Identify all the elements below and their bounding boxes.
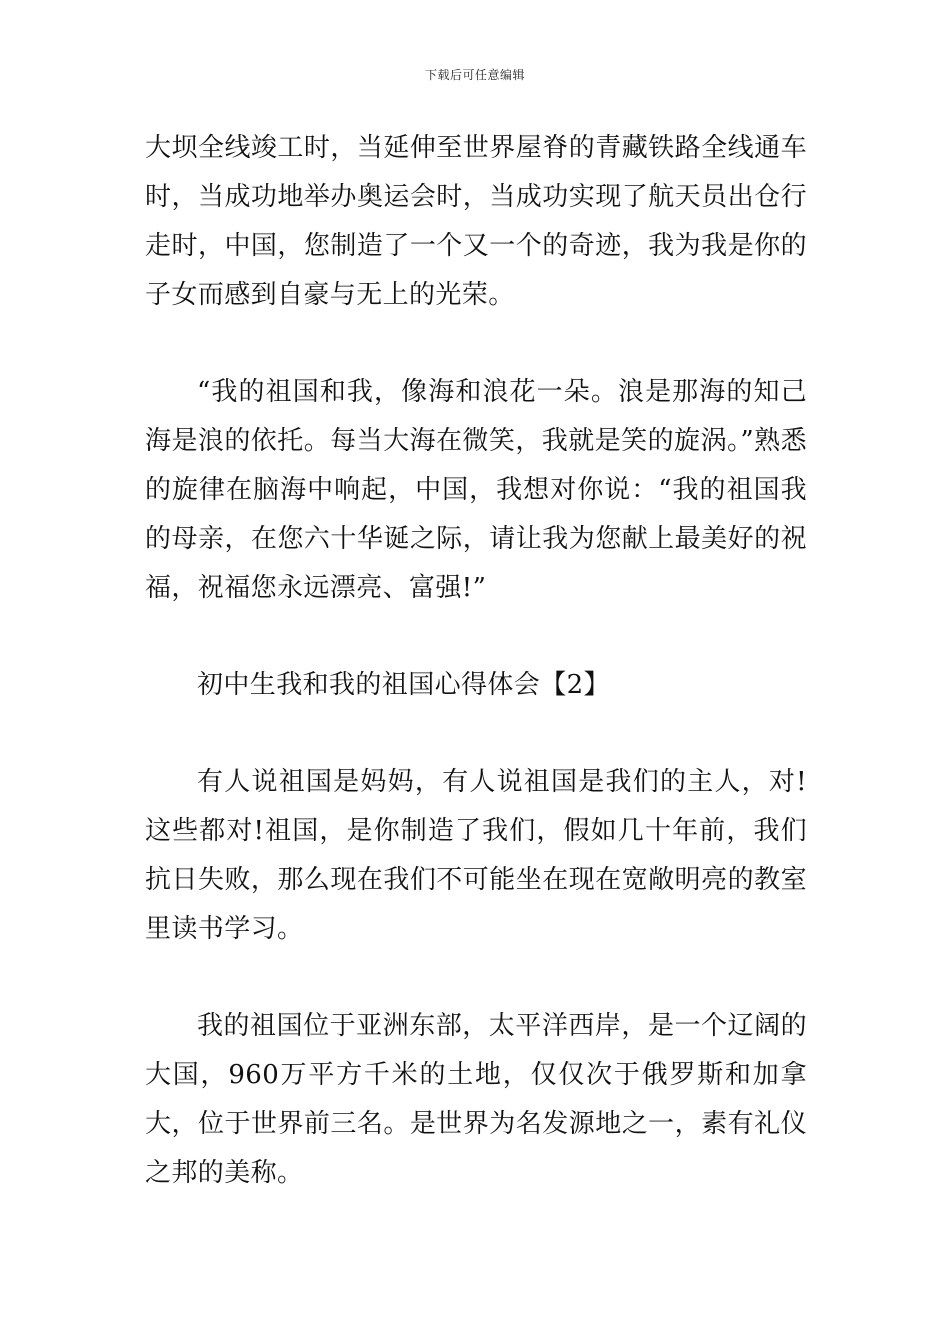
paragraph-song-quote: “我的祖国和我，像海和浪花一朵。浪是那海的知己海是浪的依托。每当大海在微笑，我就是笑的旋涡。”熟悉的旋律在脑海中响起，中国，我想对你说：“我的祖国我的母亲，在您六十华诞之际，请让我为您献上最美好的祝福，祝福您永远漂亮、富强!” [145,377,807,603]
paragraph-continuation: 大坝全线竣工时，当延伸至世界屋脊的青藏铁路全线通车时，当成功地举办奥运会时，当成功实现了航天员出仓行走时，中国，您制造了一个又一个的奇迹，我为我是你的子女而感到自豪与无上的光荣。 [145,133,807,310]
paragraph-geography: 我的祖国位于亚洲东部，太平洋西岸，是一个辽阔的大国，960万平方千米的土地，仅仅次于俄罗斯和加拿大，位于世界前三名。是世界为名发源地之一，素有礼仪之邦的美称。 [145,1011,807,1188]
section-heading: 初中生我和我的祖国心得体会【2】 [197,670,610,700]
paragraph-spacer [145,954,807,1002]
paragraph-spacer [145,710,807,758]
page-header: 下载后可任意编辑 [424,68,525,82]
document-body [145,124,807,1198]
paragraph-motherland: 有人说祖国是妈妈，有人说祖国是我们的主人，对!这些都对!祖国，是你制造了我们，假如几十年前，我们抗日失败，那么现在我们不可能坐在现在宽敞明亮的教室里读书学习。 [145,767,807,944]
paragraph-spacer [145,613,807,661]
paragraph-spacer [145,320,807,368]
